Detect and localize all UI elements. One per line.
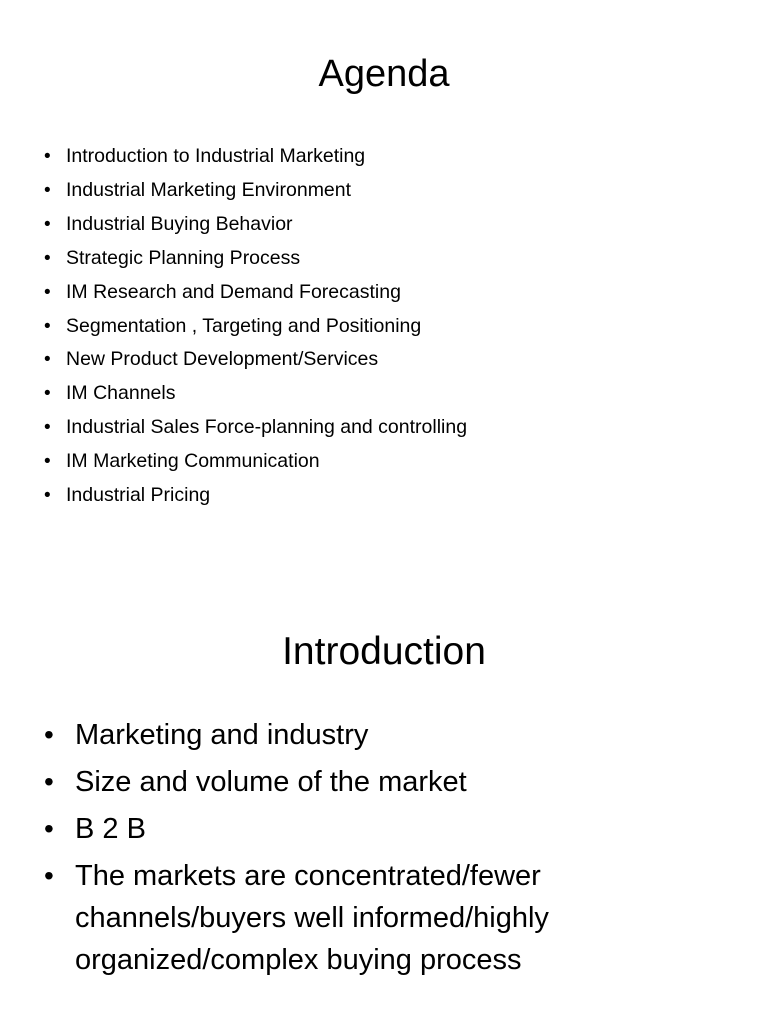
introduction-title: Introduction (282, 630, 486, 673)
bullet-icon: • (44, 281, 51, 303)
bullet-icon: • (44, 719, 54, 750)
bullet-icon: • (44, 179, 51, 201)
agenda-bullet-list (44, 140, 744, 513)
agenda-item (44, 411, 744, 445)
bullet-icon: • (44, 247, 51, 269)
agenda-item-text: Introduction to Industrial Marketing (66, 145, 366, 167)
bullet-icon: • (44, 485, 51, 507)
introduction-slide (0, 590, 768, 1024)
agenda-item-text: Industrial Buying Behavior (66, 212, 293, 235)
introduction-item (44, 714, 744, 756)
agenda-item-text: IM Channels (66, 382, 176, 405)
agenda-item (44, 242, 744, 276)
agenda-item-text: Industrial Pricing (66, 484, 211, 507)
bullet-icon: • (44, 213, 51, 235)
agenda-item (44, 140, 744, 174)
agenda-item (44, 479, 744, 513)
agenda-item-text: Strategic Planning Process (66, 246, 301, 269)
introduction-item (44, 761, 744, 803)
bullet-icon: • (44, 349, 51, 371)
agenda-item-text: New Product Development/Services (66, 348, 379, 371)
bullet-icon: • (44, 417, 51, 439)
agenda-item (44, 208, 744, 242)
agenda-title: Agenda (318, 53, 450, 95)
agenda-item (44, 343, 744, 377)
bullet-icon: • (44, 383, 51, 405)
agenda-item (44, 174, 744, 208)
agenda-item (44, 276, 744, 310)
agenda-item (44, 377, 744, 411)
bullet-icon: • (44, 813, 54, 844)
bullet-icon: • (44, 860, 54, 891)
introduction-item-text: B 2 B (75, 813, 146, 845)
bullet-icon: • (44, 146, 51, 167)
introduction-bullet-list (44, 714, 744, 986)
introduction-item-text: Marketing and industry (75, 719, 369, 751)
agenda-item-text: Industrial Sales Force-planning and controlling (66, 416, 468, 439)
introduction-item-text: The markets are concentrated/fewer channels/buyers well informed/highly organized/complex buying process (75, 860, 549, 976)
introduction-item (44, 855, 744, 981)
agenda-item-text: Industrial Marketing Environment (66, 178, 352, 201)
agenda-item-text: IM Research and Demand Forecasting (66, 280, 401, 303)
bullet-icon: • (44, 315, 51, 337)
bullet-icon: • (44, 451, 51, 473)
agenda-item-text: IM Marketing Communication (66, 450, 320, 473)
bullet-icon: • (44, 766, 54, 797)
agenda-item (44, 445, 744, 479)
introduction-item-text: Size and volume of the market (75, 766, 467, 798)
agenda-item (44, 310, 744, 344)
introduction-item (44, 808, 744, 850)
agenda-item-text: Segmentation , Targeting and Positioning (66, 314, 422, 337)
